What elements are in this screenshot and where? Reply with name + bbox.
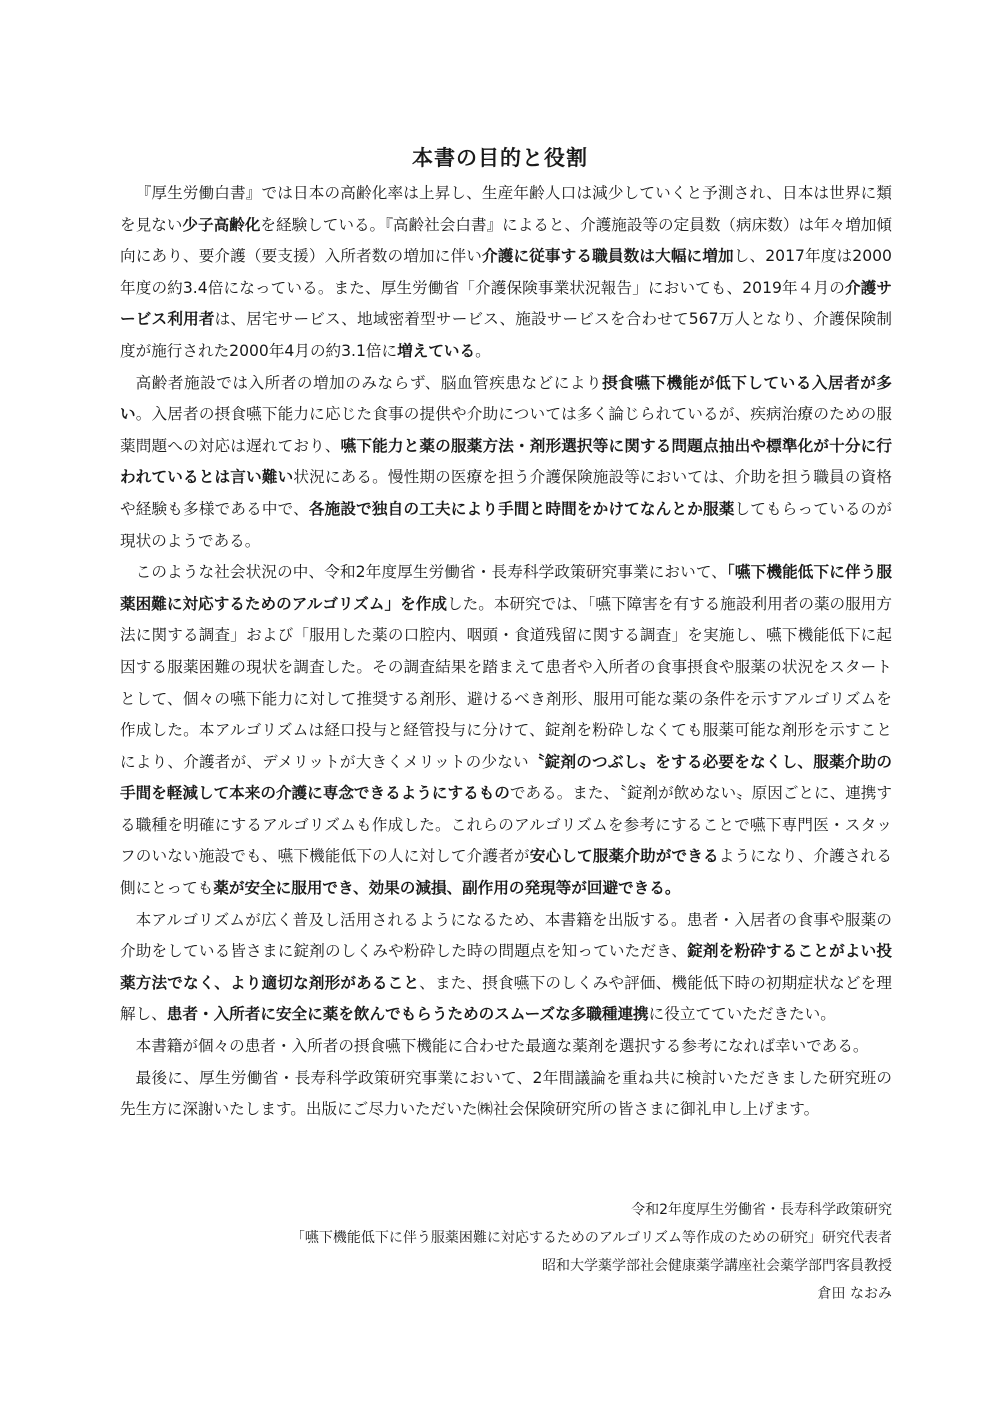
paragraph-text: 。入居者の摂食嚥下能力に応じた食事の提供や介助については多く論じられているが、疾病治療のための服薬問題への対応は遅れており、 [120, 405, 892, 455]
paragraph-text: 本書籍が個々の患者・入所者の摂食嚥下機能に合わせた最適な薬剤を選択する参考になれば幸いである。 [135, 1037, 869, 1056]
emphasis-text: 「嚥下機能低下に伴う服薬困難に対応するためのアルゴリズム」を作成 [120, 563, 892, 613]
signature-line-affiliation: 昭和大学薬学部社会健康薬学講座社会薬学部門客員教授 [542, 1258, 892, 1274]
paragraph-text: し、2017年度は2000年度の約3.4倍になっている。また、厚生労働省「介護保険事業状況報告」においても、2019年４月の [120, 247, 892, 297]
paragraph-text: は、居宅サービス、地域密着型サービス、施設サービスを合わせて567万人となり、介護保険制度が施行された2000年4月の約3.1倍に [120, 310, 892, 360]
emphasis-text: 〝錠剤のつぶし〟をする必要をなくし、服薬介助の手間を軽減して本来の介護に専念できるようにするもの [120, 752, 892, 803]
emphasis-text: 少子高齢化 [182, 215, 261, 234]
body-text [120, 178, 892, 1126]
paragraph [120, 178, 892, 368]
paragraph-text: 、また、摂食嚥下のしくみや評価、機能低下時の初期症状などを理解し、 [120, 973, 892, 1024]
paragraph-text: してもらっているのが現状のようである。 [120, 499, 892, 550]
emphasis-text: 摂食嚥下機能が低下している入居者が多い [120, 373, 892, 424]
paragraph-text: 本アルゴリズムが広く普及し活用されるようになるため、本書籍を出版する。患者・入居者の食事や服薬の介助をしている皆さまに錠剤のしくみや粉砕した時の問題点を知っていただき、 [120, 910, 892, 961]
paragraph-text: 。 [475, 341, 491, 360]
paragraph-text: 最後に、厚生労働省・長寿科学政策研究事業において、2年間議論を重ね共に検討いただきました研究班の先生方に深謝いたします。出版にご尽力いただいた㈱社会保険研究所の皆さまに御礼申し上げます。 [120, 1068, 892, 1119]
emphasis-text: 介護に従事する職員数は大幅に増加 [481, 247, 734, 266]
signature-line-study: 「嚥下機能低下に伴う服薬困難に対応するためのアルゴリズム等作成のための研究」研究代表者 [290, 1230, 892, 1246]
emphasis-text: 薬が安全に服用でき、効果の減損、副作用の発現等が回避できる。 [213, 879, 681, 898]
paragraph-text: を経験している。『高齢社会白書』によると、介護施設等の定員数（病床数）は年々増加傾向にあり、要介護（要支援）入所者数の増加に伴い [120, 215, 892, 266]
emphasis-text: 増えている [397, 341, 476, 360]
signature-line-project: 令和2年度厚生労働省・長寿科学政策研究 [631, 1202, 892, 1218]
paragraph [120, 1063, 892, 1126]
paragraph-text: 『厚生労働白書』では日本の高齢化率は上昇し、生産年齢人口は減少していくと予測され、日本は世界に類を見ない [120, 184, 892, 234]
emphasis-text: 患者・入所者に安全に薬を飲んでもらうためのスムーズな多職種連携 [166, 1005, 649, 1024]
paragraph-text: に役立てていただきたい。 [648, 1005, 836, 1024]
emphasis-text: 錠剤を粉砕することがよい投薬方法でなく、より適切な剤形があること [120, 942, 892, 992]
paragraph [120, 368, 892, 558]
emphasis-text: 介護サービス利用者 [120, 278, 892, 329]
emphasis-text: 安心して服薬介助ができる [529, 847, 719, 866]
emphasis-text: 各施設で独自の工夫により手間と時間をかけてなんとか服薬 [308, 499, 735, 518]
paragraph [120, 557, 892, 905]
paragraph-text: 高齢者施設では入所者の増加のみならず、脳血管疾患などにより [135, 373, 603, 392]
paragraph [120, 1031, 892, 1063]
paragraph-text: である。また、〝錠剤が飲めない〟原因ごとに、連携する職種を明確にするアルゴリズムも作成した。これらのアルゴリズムを参考にすることで嚥下専門医・スタッフのいない施設でも、嚥下機能低下の人に対して介護者が [120, 784, 892, 866]
signature-author-name: 倉田 なおみ [817, 1286, 892, 1302]
paragraph-text: ようになり、介護される側にとっても [120, 847, 892, 898]
page-title: 本書の目的と役割 [412, 145, 588, 171]
paragraph-text: このような社会状況の中、令和2年度厚生労働省・長寿科学政策研究事業において、 [135, 563, 727, 582]
signature-block [291, 1196, 892, 1308]
paragraph-text: 状況にある。慢性期の医療を担う介護保険施設等においては、介助を担う職員の資格や経験も多様である中で、 [120, 468, 892, 518]
emphasis-text: 嚥下能力と薬の服薬方法・剤形選択等に関する問題点抽出や標準化が十分に行われているとは言い難い [120, 436, 892, 487]
paragraph [120, 905, 892, 1031]
paragraph-text: した。本研究では、「嚥下障害を有する施設利用者の薬の服用方法に関する調査」および「服用した薬の口腔内、咽頭・食道残留に関する調査」を実施し、嚥下機能低下に起因する服薬困難の現状を調査した。その調査結果を踏まえて患者や入所者の食事摂食や服薬の状況をスタートとして、個々の嚥下能力に対して推奨する剤形、避けるべき剤形、服用可能な薬の条件を示すアルゴリズムを作成した。本アルゴリズムは経口投与と経管投与に分けて、錠剤を粉砕しなくても服薬可能な剤形を示すことにより、介護者が、デメリットが大きくメリットの少ない [120, 594, 892, 771]
